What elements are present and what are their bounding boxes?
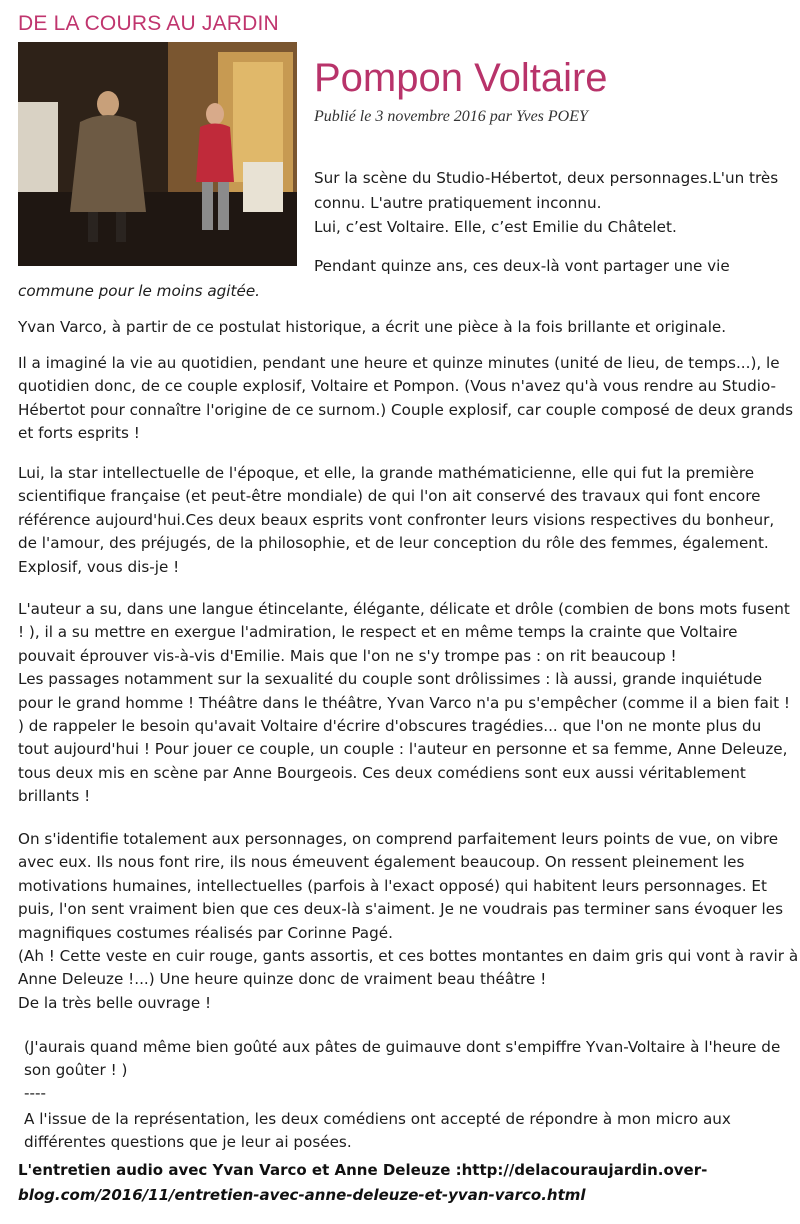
interview-link-url[interactable]: http://delacouraujardin.over- [461,1161,708,1179]
text-line: son goûter ! ) [24,1061,128,1080]
text-line: Hébertot pour connaître l'origine de ce surnom.) Couple explosif, car couple composé de deux grands [18,400,794,419]
text-line: Les passages notamment sur la sexualité du couple sont drôlissimes : là aussi, grande inquiétude [18,670,763,689]
text-line: Lui, la star intellectuelle de l'époque, et elle, la grande mathématicienne, elle qui fut la première [18,464,755,482]
paragraph-yvan: Yvan Varco, à partir de ce postulat historique, a écrit une pièce à la fois brillante et originale. [18,318,727,336]
intro-line: Lui, c’est Voltaire. Elle, c’est Emilie du Châtelet. [314,218,677,236]
paragraph-lui [18,462,784,579]
paragraph-identifie [18,828,799,1015]
text-line: motivations humaines, intellectuelles (parfois à l'exact opposé) qui habitent leurs personnages. Et [18,876,767,895]
text-line: pour le grand homme ! Théâtre dans le théâtre, Yvan Varco n'a pu s'empêcher (comme il a bien fait ! [18,693,790,712]
text-line: Explosif, vous dis-je ! [18,557,180,576]
text-line: ) de rappeler le besoin qu'avait Voltaire d'écrire d'obscures tragédies... que l'on ne monte plus du [18,717,762,736]
text-line: pouvait éprouver vis-à-vis d'Emilie. Mais que l'on ne s'y trompe pas : on rit beaucoup ! [18,646,677,665]
article-title: Pompon Voltaire [314,56,608,100]
text-line: référence aujourd'hui.Ces deux beaux esprits vont confronter leurs visions respectives du bonheur, [18,510,775,529]
text-line: ! ), il a su mettre en exergue l'admiration, le respect et en même temps la crainte que Voltaire [18,623,738,642]
interview-link-url-continued[interactable]: blog.com/2016/11/entretien-avec-anne-deleuze-et-yvan-varco.html [18,1186,586,1204]
paragraph-issue [24,1108,790,1155]
article-byline: Publié le 3 novembre 2016 par Yves POEY [314,108,588,125]
text-line: Anne Deleuze !...) Une heure quinze donc de vraiment beau théâtre ! [18,970,547,989]
text-line: A l'issue de la représentation, les deux comédiens ont accepté de répondre à mon micro aux [24,1110,731,1128]
text-line: (Ah ! Cette veste en cuir rouge, gants assortis, et ces bottes montantes en daim gris qui vont à ravir à [18,947,799,966]
text-line: tout aujourd'hui ! Pour jouer ce couple, un couple : l'auteur en personne et sa femme, Anne Deleuze, [18,740,788,759]
paragraph-auteur [18,598,790,809]
text-line: quotidien donc, de ce couple explosif, Voltaire et Pompon. (Vous n'avez qu'à vous rendre au Studio- [18,377,777,396]
text-line: Il a imaginé la vie au quotidien, pendant une heure et quinze minutes (unité de lieu, de temps...), le [18,354,780,372]
interview-link-block [18,1158,784,1208]
pendant-line-1: Pendant quinze ans, ces deux-là vont partager une vie [314,257,730,275]
text-line: tous deux mis en scène par Anne Bourgeois. Ces deux comédiens sont eux aussi véritablement [18,763,746,782]
text-line: brillants ! [18,787,91,806]
pendant-line-2: commune pour le moins agitée. [18,282,260,300]
text-line: de l'amour, des préjugés, de la philosophie, et de leur conception du rôle des femmes, également. [18,534,769,553]
paragraph-imagine [18,352,794,446]
paragraph-guimauve [24,1036,790,1083]
text-line: avec eux. Ils nous font rire, ils nous émeuvent également beaucoup. On ressent pleinement les [18,853,745,872]
blog-name: DE LA COURS AU JARDIN [18,12,279,35]
text-line: On s'identifie totalement aux personnages, on comprend parfaitement leurs points de vue, on vibre [18,830,779,848]
text-line: scientifique française (et peut-être mondiale) de qui l'on ait conservé des travaux qui font encore [18,487,761,506]
intro-line: connu. L'autre pratiquement inconnu. [314,193,602,212]
text-line: puis, l'on sent vraiment bien que ces deux-là s'aiment. Je ne voudrais pas terminer sans évoquer les [18,900,784,919]
separator: ---- [24,1084,46,1102]
text-line: L'auteur a su, dans une langue étincelante, élégante, délicate et drôle (combien de bons mots fusent [18,600,790,618]
text-line: (J'aurais quand même bien goûté aux pâtes de guimauve dont s'empiffre Yvan-Voltaire à l'heure de [24,1038,781,1056]
intro-paragraph [314,166,784,240]
stage-photo [18,42,297,266]
interview-link-label: L'entretien audio avec Yvan Varco et Anne Deleuze : [18,1161,462,1179]
intro-line: Sur la scène du Studio-Hébertot, deux personnages.L'un très [314,169,779,187]
text-line: magnifiques costumes réalisés par Corinne Pagé. [18,923,393,942]
text-line: De la très belle ouvrage ! [18,993,212,1012]
text-line: différentes questions que je leur ai posées. [24,1133,352,1152]
text-line: et forts esprits ! [18,424,140,443]
